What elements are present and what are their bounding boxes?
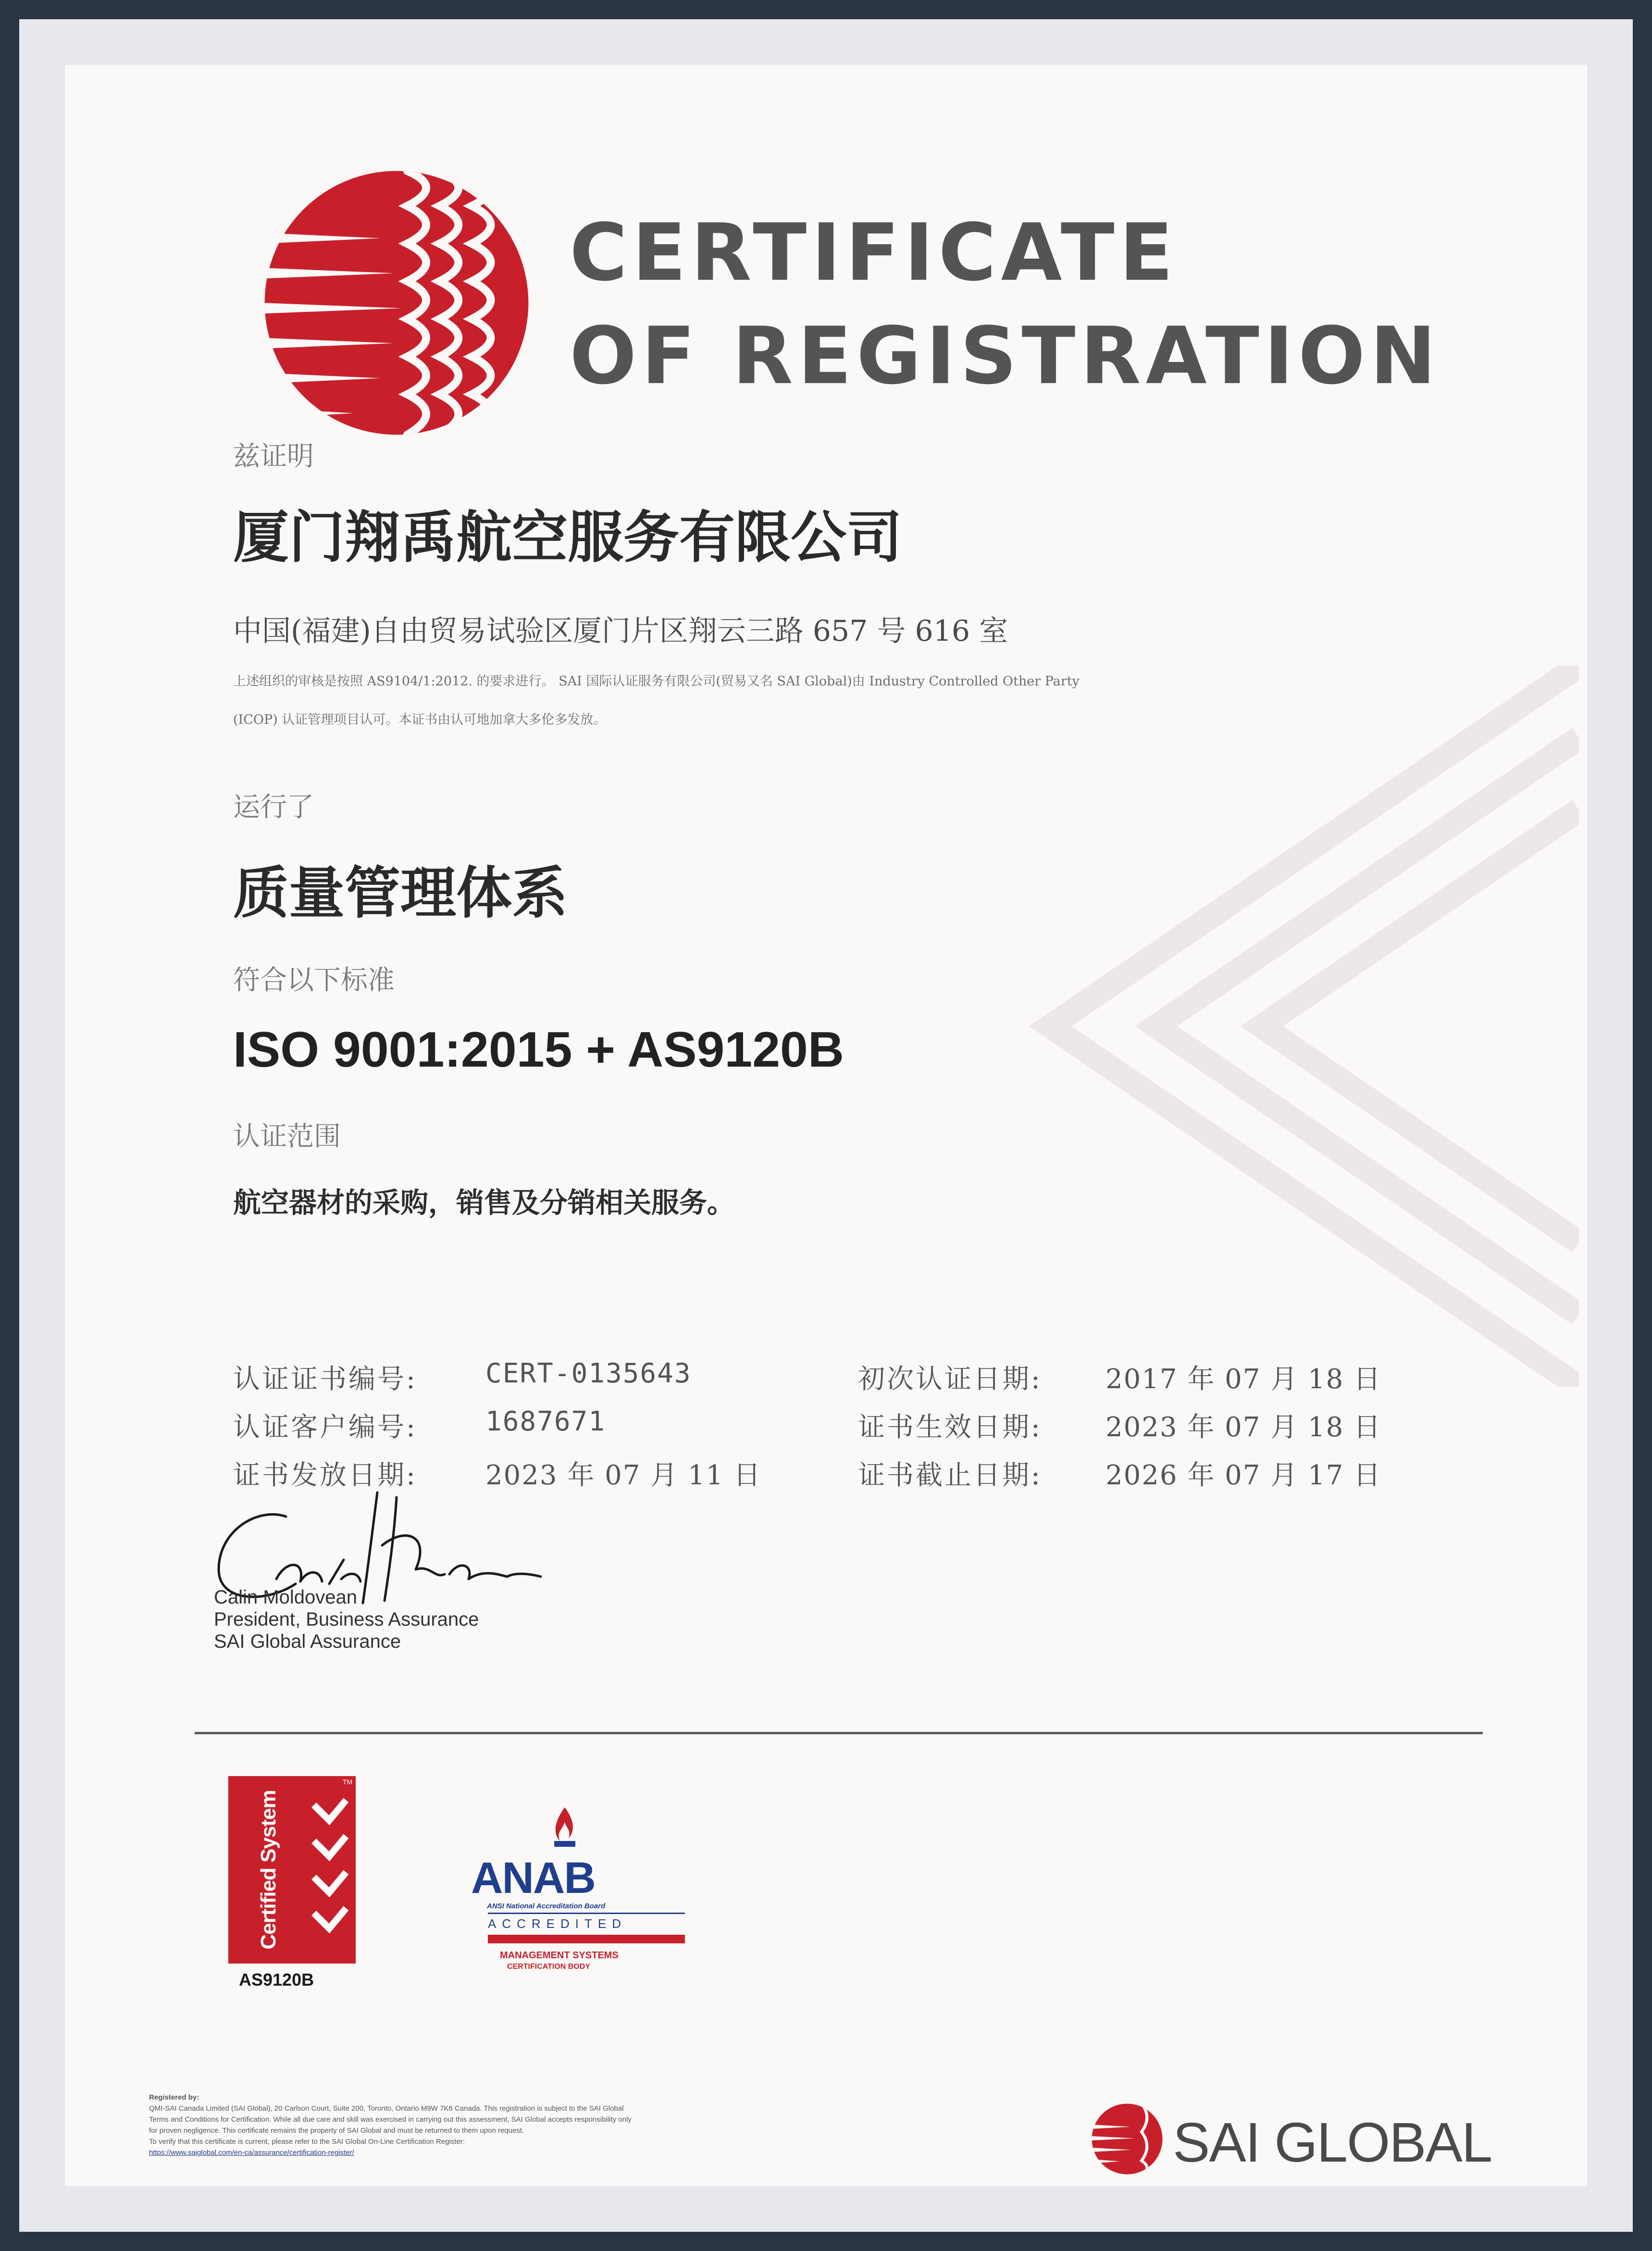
certified-system-mark (228, 1776, 356, 1964)
cert-number-label: 认证证书编号: (233, 1364, 417, 1395)
anab-management-systems: MANAGEMENT SYSTEMS (500, 1950, 619, 1961)
sai-global-footer-logo-icon (1091, 2103, 1163, 2175)
accreditation-note-line2: (ICOP) 认证管理项目认可。本证书由认可地加拿大多伦多发放。 (233, 712, 607, 727)
management-system-name: 质量管理体系 (233, 860, 568, 926)
anab-accredited: ACCREDITED (488, 1916, 627, 1931)
scope-text: 航空器材的采购，销售及分销相关服务。 (233, 1186, 735, 1219)
conform-label: 符合以下标准 (233, 965, 395, 996)
client-number-value: 1687671 (485, 1406, 606, 1437)
effective-date-label: 证书生效日期: (858, 1412, 1042, 1443)
effective-date-value: 2023 年 07 月 18 日 (1105, 1412, 1382, 1443)
footer-line3: for proven negligence. This certificate remains the property of SAI Global and must be returned to them upon request. (149, 2127, 524, 2135)
expiry-date-value: 2026 年 07 月 17 日 (1105, 1460, 1382, 1491)
signatory-title: President, Business Assurance (214, 1609, 479, 1630)
divider-line (195, 1732, 1483, 1734)
anab-rule-top (488, 1913, 685, 1914)
sai-global-globe-logo-icon (262, 168, 531, 437)
certified-system-text: Certified System (257, 1790, 280, 1950)
initial-date-value: 2017 年 07 月 18 日 (1105, 1364, 1382, 1395)
company-name: 厦门翔禹航空服务有限公司 (233, 505, 902, 570)
certificate-title-line2: OF REGISTRATION (570, 310, 1441, 402)
certificate-title-line1: CERTIFICATE (570, 207, 1178, 298)
footer-line1: QMI-SAI Canada Limited (SAI Global), 20 Carlson Court, Suite 200, Toronto, Ontario M9W 7K6 Canada. This registration is subject to the SAI Global (149, 2104, 624, 2113)
footer-line4: To verify that this certificate is current, please refer to the SAI Global On-Line Certification Register: (149, 2138, 465, 2146)
anab-red-bar (488, 1935, 685, 1943)
certification-register-link[interactable]: https://www.saiglobal.com/en-ca/assurance/certification-register/ (149, 2149, 354, 2157)
anab-logo-text: ANAB (471, 1853, 595, 1903)
signatory-name: Calin Moldovean (214, 1587, 357, 1608)
company-address: 中国(福建)自由贸易试验区厦门片区翔云三路 657 号 616 室 (233, 614, 1008, 648)
accreditation-note-line1: 上述组织的审核是按照 AS9104/1:2012. 的要求进行。 SAI 国际认证服务有限公司(贸易又名 SAI Global)由 Industry Controlled Other Party (233, 674, 1080, 689)
anab-flame-icon (550, 1805, 579, 1858)
client-number-label: 认证客户编号: (233, 1412, 417, 1443)
cert-number-value: CERT-0135643 (485, 1358, 692, 1389)
standard-name: ISO 9001:2015 + AS9120B (233, 1022, 845, 1078)
scope-label: 认证范围 (233, 1121, 341, 1152)
certify-label: 兹证明 (233, 441, 314, 472)
certificate-frame (19, 19, 1633, 2232)
footer-line2: Terms and Conditions for Certification. While all due care and skill was exercised in carrying out this assessment, SAI Global accepts responsibility only (149, 2115, 632, 2124)
expiry-date-label: 证书截止日期: (858, 1460, 1042, 1491)
trademark-text: TM (343, 1778, 353, 1786)
certified-system-standard: AS9120B (239, 1970, 314, 1990)
initial-date-label: 初次认证日期: (858, 1364, 1042, 1395)
issue-date-value: 2023 年 07 月 11 日 (485, 1460, 762, 1491)
background-watermark-icon (954, 666, 1579, 1387)
checkmarks-icon (310, 1795, 348, 1954)
anab-subtitle: ANSI National Accreditation Board (487, 1902, 606, 1910)
issue-date-label: 证书发放日期: (233, 1460, 417, 1491)
sai-global-wordmark: SAI GLOBAL (1173, 2111, 1492, 2174)
certificate-paper (65, 65, 1587, 2186)
signatory-org: SAI Global Assurance (214, 1631, 401, 1652)
registered-by-label: Registered by: (149, 2093, 199, 2102)
anab-certification-body: CERTIFICATION BODY (507, 1963, 591, 1971)
operated-label: 运行了 (233, 792, 314, 823)
